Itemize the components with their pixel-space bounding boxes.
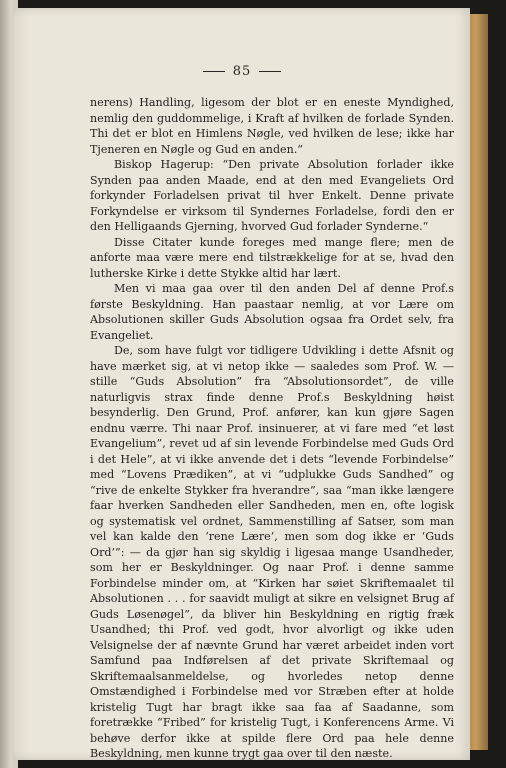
paragraph-5: De, som have fulgt vor tidligere Udvikling i dette Afsnit og have mærket sig, at vi netop ikke — saaledes som Prof. W. — stille “Guds Absolution” fra “Absolutionsordet”, de ville naturligvis strax finde denne Prof.s Beskyldning høist besynderlig. Den Grund, Prof. anfører, kan kun gjøre Sagen endnu værre. Thi naar Prof. insinuerer, at vi fare med “et løst Evangelium”, revet ud af sin levende Forbindelse med Guds Ord i det Hele”, at vi ikke anvende det i dets “levende Forbindelse” med “Lovens Prædiken”, at vi “udplukke Guds Sandhed” og “rive de enkelte Stykker fra hverandre”, saa “man ikke længere faar hverken Sandheden eller Sandheden, men en, ofte logisk og systematisk vel ordnet, Sammenstilling af Satser, som man vel kan kalde den ‘rene Lære’, men som dog ikke er ‘Guds Ord’”: — da gjør han sig skyldig i ligesaa mange Usandheder, som her er Beskyldninger. Og naar Prof. i denne samme Forbindelse minder om, at “Kirken har søiet Skriftemaalet til Absolutionen . . . for saavidt muligt at sikre en velsignet Brug af Guds Løsenøgel”, da bliver hin Beskyldning en rigtig fræk Usandhed; thi Prof. ved godt, hvor alvorligt og ikke uden Velsignelse der af nævnte Grund har været arbeidet inden vort Samfund paa Indførelsen af det private Skriftemaal og Skriftemaalsanmeldelse, og hvorledes netop denne Omstændighed i Forbindelse med vor Stræben efter at holde kristelig Tugt har bragt ikke saa faa af Saadanne, som foretrække “Fribed” for kristelig Tugt, i Konferencens Arme. Vi behøve derfor ikke at spilde flere Ord paa hele denne Beskyldning, men kunne trygt gaa over til den næste. — [90, 344, 454, 760]
paragraph-4: Men vi maa gaa over til den anden Del af denne Prof.s første Beskyldning. Han paastaar nemlig, at vor Lære om Absolutionen skiller Guds Absolution ogsaa fra Ordet selv, fra Evangeliet. — [90, 282, 454, 342]
paragraph-2: Biskop Hagerup: “Den private Absolution forlader ikke Synden paa anden Maade, end at den med Evangeliets Ord forkynder Forladelsen privat til hver Enkelt. Denne private Forkyndelse er virksom til Syndernes Forladelse, fordi den er den Helligaands Gjerning, hvorved Gud forlader Synderne.“ — [90, 158, 454, 233]
paragraph-3: Disse Citater kunde foreges med mange flere; men de anforte maa være mere end tilstrækkelige for at se, hvad den lutherske Kirke i dette Stykke altid har lært. — [90, 235, 454, 280]
page-number-value: 85 — [232, 64, 252, 79]
page-number-dash-right — [259, 71, 281, 72]
page-number — [14, 64, 470, 79]
book-page-edges — [468, 14, 488, 750]
page-number-dash-left — [203, 71, 225, 72]
book-page — [14, 8, 470, 760]
body-text — [90, 95, 454, 762]
paragraph-1: nerens) Handling, ligesom der blot er en eneste Myndighed, nemlig den guddommelige, i Kraft af hvilken de forlade Synden. Thi det er blot en Himlens Nøgle, ved hvilken de lese; ikke har Tjeneren en Nøgle og Gud en anden.“ — [90, 96, 454, 156]
